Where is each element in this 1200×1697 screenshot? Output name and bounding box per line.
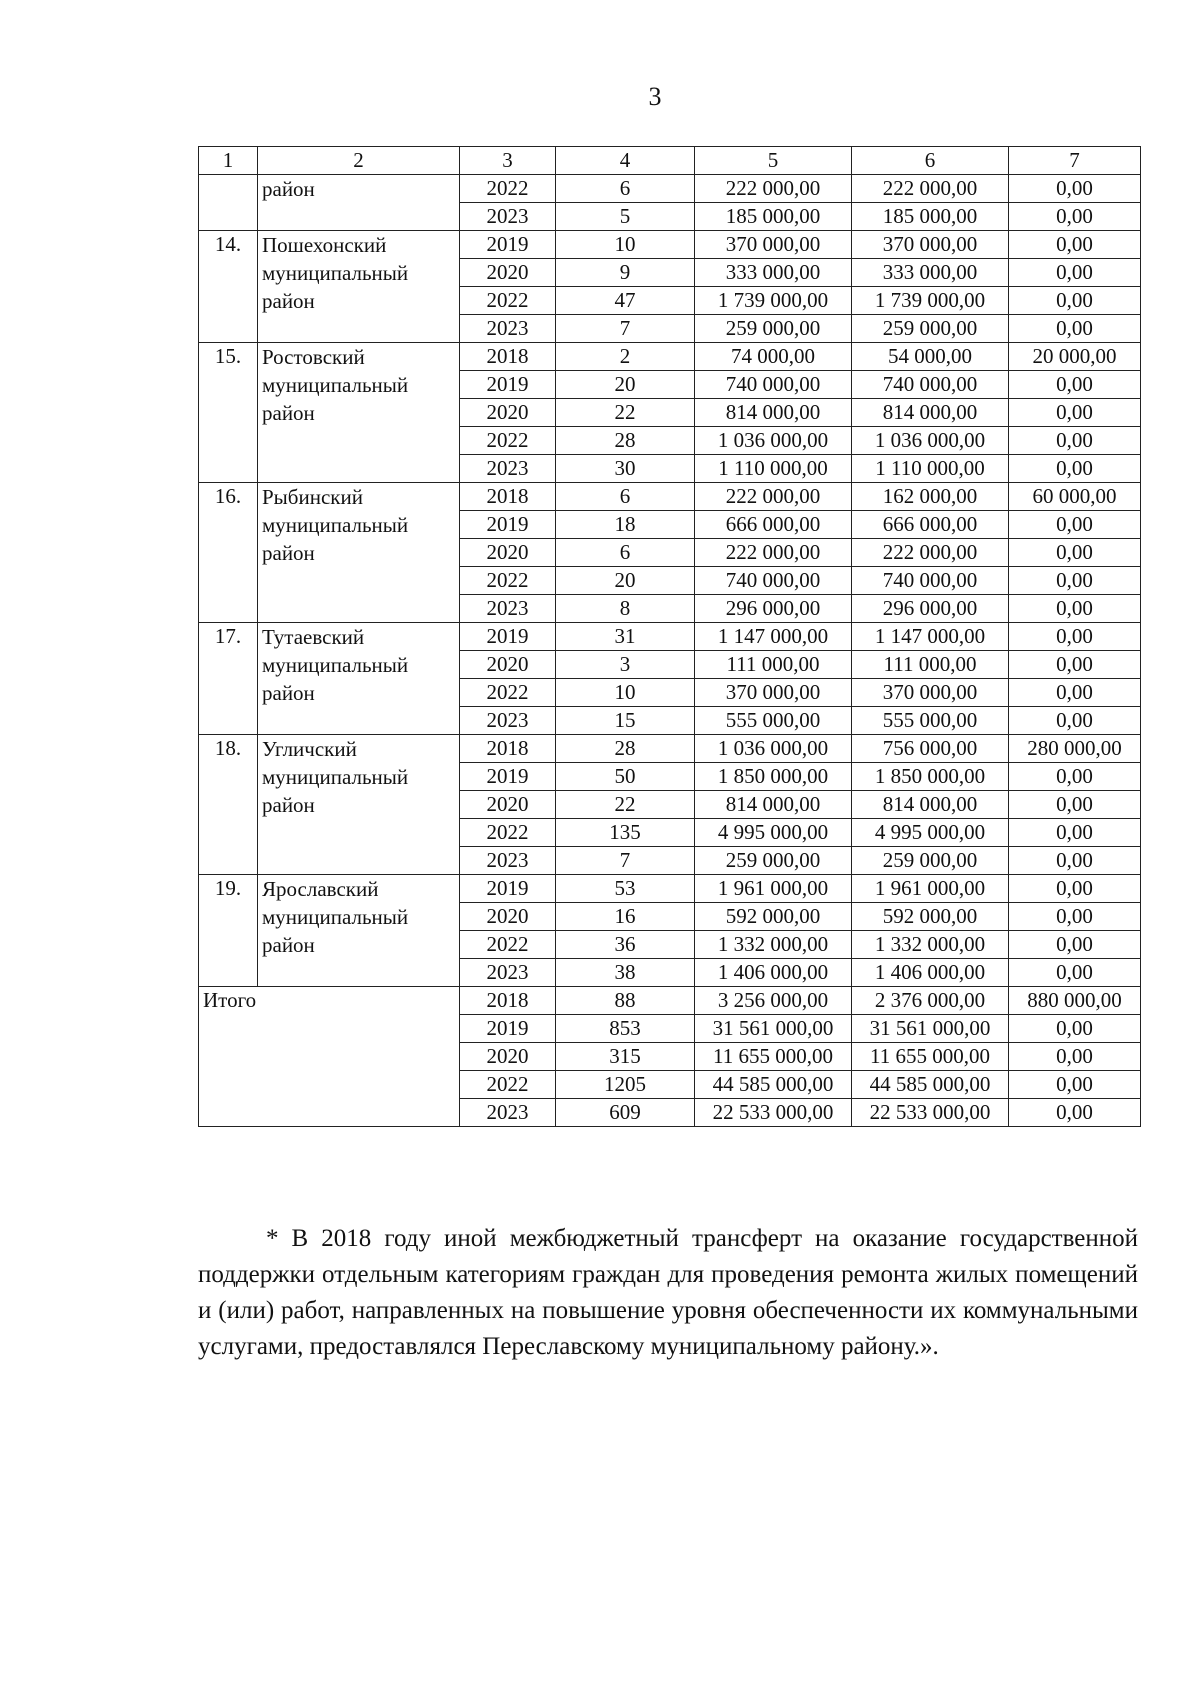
total-amount-cell: 11 655 000,00 <box>695 1043 852 1071</box>
total-row <box>199 987 1141 1015</box>
count-cell: 2 <box>556 343 695 371</box>
total-amount-cell: 22 533 000,00 <box>695 1099 852 1127</box>
year-cell: 2023 <box>460 455 556 483</box>
regional-amount-cell: 1 036 000,00 <box>852 427 1009 455</box>
subsidy-table <box>198 146 1141 1127</box>
count-cell: 9 <box>556 259 695 287</box>
district-number: 17. <box>199 623 258 735</box>
count-cell: 28 <box>556 427 695 455</box>
total-amount-cell: 222 000,00 <box>695 175 852 203</box>
count-cell: 38 <box>556 959 695 987</box>
regional-amount-cell: 2 376 000,00 <box>852 987 1009 1015</box>
footnote: * В 2018 году иной межбюджетный трансферт на оказание государственной поддержки отдельным категориям граждан для проведения ремонта жилых помещений и (или) работ, направленных на повышение уровня обеспеченности их коммунальными услугами, предоставлялся Переславскому муниципальному району.». <box>198 1225 1138 1360</box>
total-amount-cell: 44 585 000,00 <box>695 1071 852 1099</box>
other-amount-cell: 0,00 <box>1009 399 1141 427</box>
regional-amount-cell: 185 000,00 <box>852 203 1009 231</box>
year-cell: 2019 <box>460 875 556 903</box>
year-cell: 2018 <box>460 483 556 511</box>
count-cell: 6 <box>556 483 695 511</box>
total-amount-cell: 259 000,00 <box>695 847 852 875</box>
other-amount-cell: 0,00 <box>1009 203 1141 231</box>
year-cell: 2022 <box>460 1071 556 1099</box>
regional-amount-cell: 592 000,00 <box>852 903 1009 931</box>
total-amount-cell: 740 000,00 <box>695 371 852 399</box>
header-row <box>199 147 1141 175</box>
regional-amount-cell: 11 655 000,00 <box>852 1043 1009 1071</box>
column-header: 6 <box>852 147 1009 175</box>
year-cell: 2023 <box>460 1099 556 1127</box>
other-amount-cell: 0,00 <box>1009 231 1141 259</box>
year-cell: 2023 <box>460 203 556 231</box>
table-row <box>199 875 1141 903</box>
year-cell: 2022 <box>460 427 556 455</box>
table-row <box>199 231 1141 259</box>
year-cell: 2020 <box>460 903 556 931</box>
other-amount-cell: 280 000,00 <box>1009 735 1141 763</box>
other-amount-cell: 0,00 <box>1009 679 1141 707</box>
year-cell: 2022 <box>460 567 556 595</box>
count-cell: 53 <box>556 875 695 903</box>
count-cell: 20 <box>556 567 695 595</box>
table-row <box>199 175 1141 203</box>
regional-amount-cell: 740 000,00 <box>852 371 1009 399</box>
total-amount-cell: 1 961 000,00 <box>695 875 852 903</box>
count-cell: 15 <box>556 707 695 735</box>
total-amount-cell: 111 000,00 <box>695 651 852 679</box>
count-cell: 609 <box>556 1099 695 1127</box>
count-cell: 31 <box>556 623 695 651</box>
year-cell: 2023 <box>460 959 556 987</box>
regional-amount-cell: 31 561 000,00 <box>852 1015 1009 1043</box>
other-amount-cell: 0,00 <box>1009 959 1141 987</box>
district-name: район <box>258 175 460 231</box>
district-name: Ярославский муниципальный район <box>258 875 460 987</box>
count-cell: 50 <box>556 763 695 791</box>
total-amount-cell: 185 000,00 <box>695 203 852 231</box>
table-row <box>199 735 1141 763</box>
other-amount-cell: 0,00 <box>1009 567 1141 595</box>
count-cell: 3 <box>556 651 695 679</box>
regional-amount-cell: 1 850 000,00 <box>852 763 1009 791</box>
district-name: Угличский муниципальный район <box>258 735 460 875</box>
year-cell: 2020 <box>460 791 556 819</box>
count-cell: 30 <box>556 455 695 483</box>
total-amount-cell: 31 561 000,00 <box>695 1015 852 1043</box>
other-amount-cell: 0,00 <box>1009 1043 1141 1071</box>
total-amount-cell: 222 000,00 <box>695 483 852 511</box>
total-amount-cell: 1 036 000,00 <box>695 735 852 763</box>
regional-amount-cell: 814 000,00 <box>852 791 1009 819</box>
column-header: 5 <box>695 147 852 175</box>
district-name: Рыбинский муниципальный район <box>258 483 460 623</box>
total-amount-cell: 555 000,00 <box>695 707 852 735</box>
regional-amount-cell: 22 533 000,00 <box>852 1099 1009 1127</box>
other-amount-cell: 0,00 <box>1009 875 1141 903</box>
regional-amount-cell: 370 000,00 <box>852 231 1009 259</box>
count-cell: 22 <box>556 791 695 819</box>
regional-amount-cell: 1 406 000,00 <box>852 959 1009 987</box>
other-amount-cell: 0,00 <box>1009 931 1141 959</box>
year-cell: 2018 <box>460 343 556 371</box>
total-amount-cell: 333 000,00 <box>695 259 852 287</box>
regional-amount-cell: 666 000,00 <box>852 511 1009 539</box>
regional-amount-cell: 370 000,00 <box>852 679 1009 707</box>
other-amount-cell: 0,00 <box>1009 847 1141 875</box>
district-name: Пошехонский муниципальный район <box>258 231 460 343</box>
total-amount-cell: 370 000,00 <box>695 679 852 707</box>
count-cell: 135 <box>556 819 695 847</box>
year-cell: 2019 <box>460 511 556 539</box>
other-amount-cell: 0,00 <box>1009 1071 1141 1099</box>
other-amount-cell: 60 000,00 <box>1009 483 1141 511</box>
count-cell: 16 <box>556 903 695 931</box>
count-cell: 28 <box>556 735 695 763</box>
year-cell: 2022 <box>460 931 556 959</box>
year-cell: 2022 <box>460 679 556 707</box>
total-amount-cell: 1 332 000,00 <box>695 931 852 959</box>
page-number: 3 <box>648 82 662 111</box>
regional-amount-cell: 222 000,00 <box>852 539 1009 567</box>
count-cell: 20 <box>556 371 695 399</box>
total-label: Итого <box>199 987 460 1127</box>
other-amount-cell: 0,00 <box>1009 763 1141 791</box>
other-amount-cell: 0,00 <box>1009 903 1141 931</box>
total-amount-cell: 592 000,00 <box>695 903 852 931</box>
year-cell: 2020 <box>460 539 556 567</box>
count-cell: 5 <box>556 203 695 231</box>
other-amount-cell: 0,00 <box>1009 455 1141 483</box>
regional-amount-cell: 296 000,00 <box>852 595 1009 623</box>
column-header: 1 <box>199 147 258 175</box>
district-number: 14. <box>199 231 258 343</box>
other-amount-cell: 0,00 <box>1009 707 1141 735</box>
regional-amount-cell: 740 000,00 <box>852 567 1009 595</box>
regional-amount-cell: 4 995 000,00 <box>852 819 1009 847</box>
district-number <box>199 175 258 231</box>
other-amount-cell: 0,00 <box>1009 175 1141 203</box>
regional-amount-cell: 222 000,00 <box>852 175 1009 203</box>
year-cell: 2019 <box>460 231 556 259</box>
count-cell: 22 <box>556 399 695 427</box>
district-number: 15. <box>199 343 258 483</box>
total-amount-cell: 1 110 000,00 <box>695 455 852 483</box>
year-cell: 2022 <box>460 819 556 847</box>
table-row <box>199 483 1141 511</box>
year-cell: 2020 <box>460 651 556 679</box>
year-cell: 2019 <box>460 763 556 791</box>
count-cell: 10 <box>556 679 695 707</box>
regional-amount-cell: 555 000,00 <box>852 707 1009 735</box>
regional-amount-cell: 814 000,00 <box>852 399 1009 427</box>
count-cell: 315 <box>556 1043 695 1071</box>
other-amount-cell: 0,00 <box>1009 623 1141 651</box>
total-amount-cell: 1 147 000,00 <box>695 623 852 651</box>
regional-amount-cell: 1 147 000,00 <box>852 623 1009 651</box>
year-cell: 2019 <box>460 1015 556 1043</box>
other-amount-cell: 0,00 <box>1009 259 1141 287</box>
district-number: 19. <box>199 875 258 987</box>
year-cell: 2022 <box>460 175 556 203</box>
year-cell: 2019 <box>460 623 556 651</box>
year-cell: 2023 <box>460 595 556 623</box>
regional-amount-cell: 111 000,00 <box>852 651 1009 679</box>
regional-amount-cell: 1 739 000,00 <box>852 287 1009 315</box>
total-amount-cell: 1 739 000,00 <box>695 287 852 315</box>
total-amount-cell: 4 995 000,00 <box>695 819 852 847</box>
other-amount-cell: 0,00 <box>1009 315 1141 343</box>
year-cell: 2023 <box>460 847 556 875</box>
other-amount-cell: 20 000,00 <box>1009 343 1141 371</box>
total-amount-cell: 1 850 000,00 <box>695 763 852 791</box>
year-cell: 2020 <box>460 399 556 427</box>
column-header: 4 <box>556 147 695 175</box>
regional-amount-cell: 162 000,00 <box>852 483 1009 511</box>
count-cell: 88 <box>556 987 695 1015</box>
other-amount-cell: 0,00 <box>1009 427 1141 455</box>
year-cell: 2018 <box>460 987 556 1015</box>
count-cell: 1205 <box>556 1071 695 1099</box>
table-row <box>199 343 1141 371</box>
other-amount-cell: 0,00 <box>1009 651 1141 679</box>
regional-amount-cell: 1 110 000,00 <box>852 455 1009 483</box>
count-cell: 47 <box>556 287 695 315</box>
other-amount-cell: 0,00 <box>1009 1099 1141 1127</box>
other-amount-cell: 0,00 <box>1009 595 1141 623</box>
district-name: Ростовский муниципальный район <box>258 343 460 483</box>
total-amount-cell: 259 000,00 <box>695 315 852 343</box>
other-amount-cell: 0,00 <box>1009 371 1141 399</box>
regional-amount-cell: 756 000,00 <box>852 735 1009 763</box>
other-amount-cell: 0,00 <box>1009 1015 1141 1043</box>
year-cell: 2019 <box>460 371 556 399</box>
year-cell: 2020 <box>460 259 556 287</box>
total-amount-cell: 814 000,00 <box>695 791 852 819</box>
column-header: 2 <box>258 147 460 175</box>
table-row <box>199 623 1141 651</box>
count-cell: 6 <box>556 539 695 567</box>
district-number: 16. <box>199 483 258 623</box>
total-amount-cell: 370 000,00 <box>695 231 852 259</box>
other-amount-cell: 0,00 <box>1009 511 1141 539</box>
count-cell: 7 <box>556 315 695 343</box>
regional-amount-cell: 333 000,00 <box>852 259 1009 287</box>
count-cell: 8 <box>556 595 695 623</box>
regional-amount-cell: 1 332 000,00 <box>852 931 1009 959</box>
district-number: 18. <box>199 735 258 875</box>
district-name: Тутаевский муниципальный район <box>258 623 460 735</box>
regional-amount-cell: 54 000,00 <box>852 343 1009 371</box>
other-amount-cell: 0,00 <box>1009 819 1141 847</box>
total-amount-cell: 740 000,00 <box>695 567 852 595</box>
other-amount-cell: 0,00 <box>1009 287 1141 315</box>
year-cell: 2020 <box>460 1043 556 1071</box>
year-cell: 2023 <box>460 315 556 343</box>
other-amount-cell: 0,00 <box>1009 539 1141 567</box>
count-cell: 7 <box>556 847 695 875</box>
regional-amount-cell: 259 000,00 <box>852 315 1009 343</box>
table-body <box>199 147 1141 1127</box>
regional-amount-cell: 1 961 000,00 <box>852 875 1009 903</box>
regional-amount-cell: 44 585 000,00 <box>852 1071 1009 1099</box>
total-amount-cell: 666 000,00 <box>695 511 852 539</box>
regional-amount-cell: 259 000,00 <box>852 847 1009 875</box>
count-cell: 6 <box>556 175 695 203</box>
total-amount-cell: 3 256 000,00 <box>695 987 852 1015</box>
year-cell: 2018 <box>460 735 556 763</box>
year-cell: 2023 <box>460 707 556 735</box>
count-cell: 853 <box>556 1015 695 1043</box>
other-amount-cell: 880 000,00 <box>1009 987 1141 1015</box>
total-amount-cell: 296 000,00 <box>695 595 852 623</box>
total-amount-cell: 1 036 000,00 <box>695 427 852 455</box>
total-amount-cell: 1 406 000,00 <box>695 959 852 987</box>
other-amount-cell: 0,00 <box>1009 791 1141 819</box>
column-header: 7 <box>1009 147 1141 175</box>
total-amount-cell: 74 000,00 <box>695 343 852 371</box>
column-header: 3 <box>460 147 556 175</box>
count-cell: 10 <box>556 231 695 259</box>
year-cell: 2022 <box>460 287 556 315</box>
count-cell: 36 <box>556 931 695 959</box>
count-cell: 18 <box>556 511 695 539</box>
total-amount-cell: 814 000,00 <box>695 399 852 427</box>
total-amount-cell: 222 000,00 <box>695 539 852 567</box>
